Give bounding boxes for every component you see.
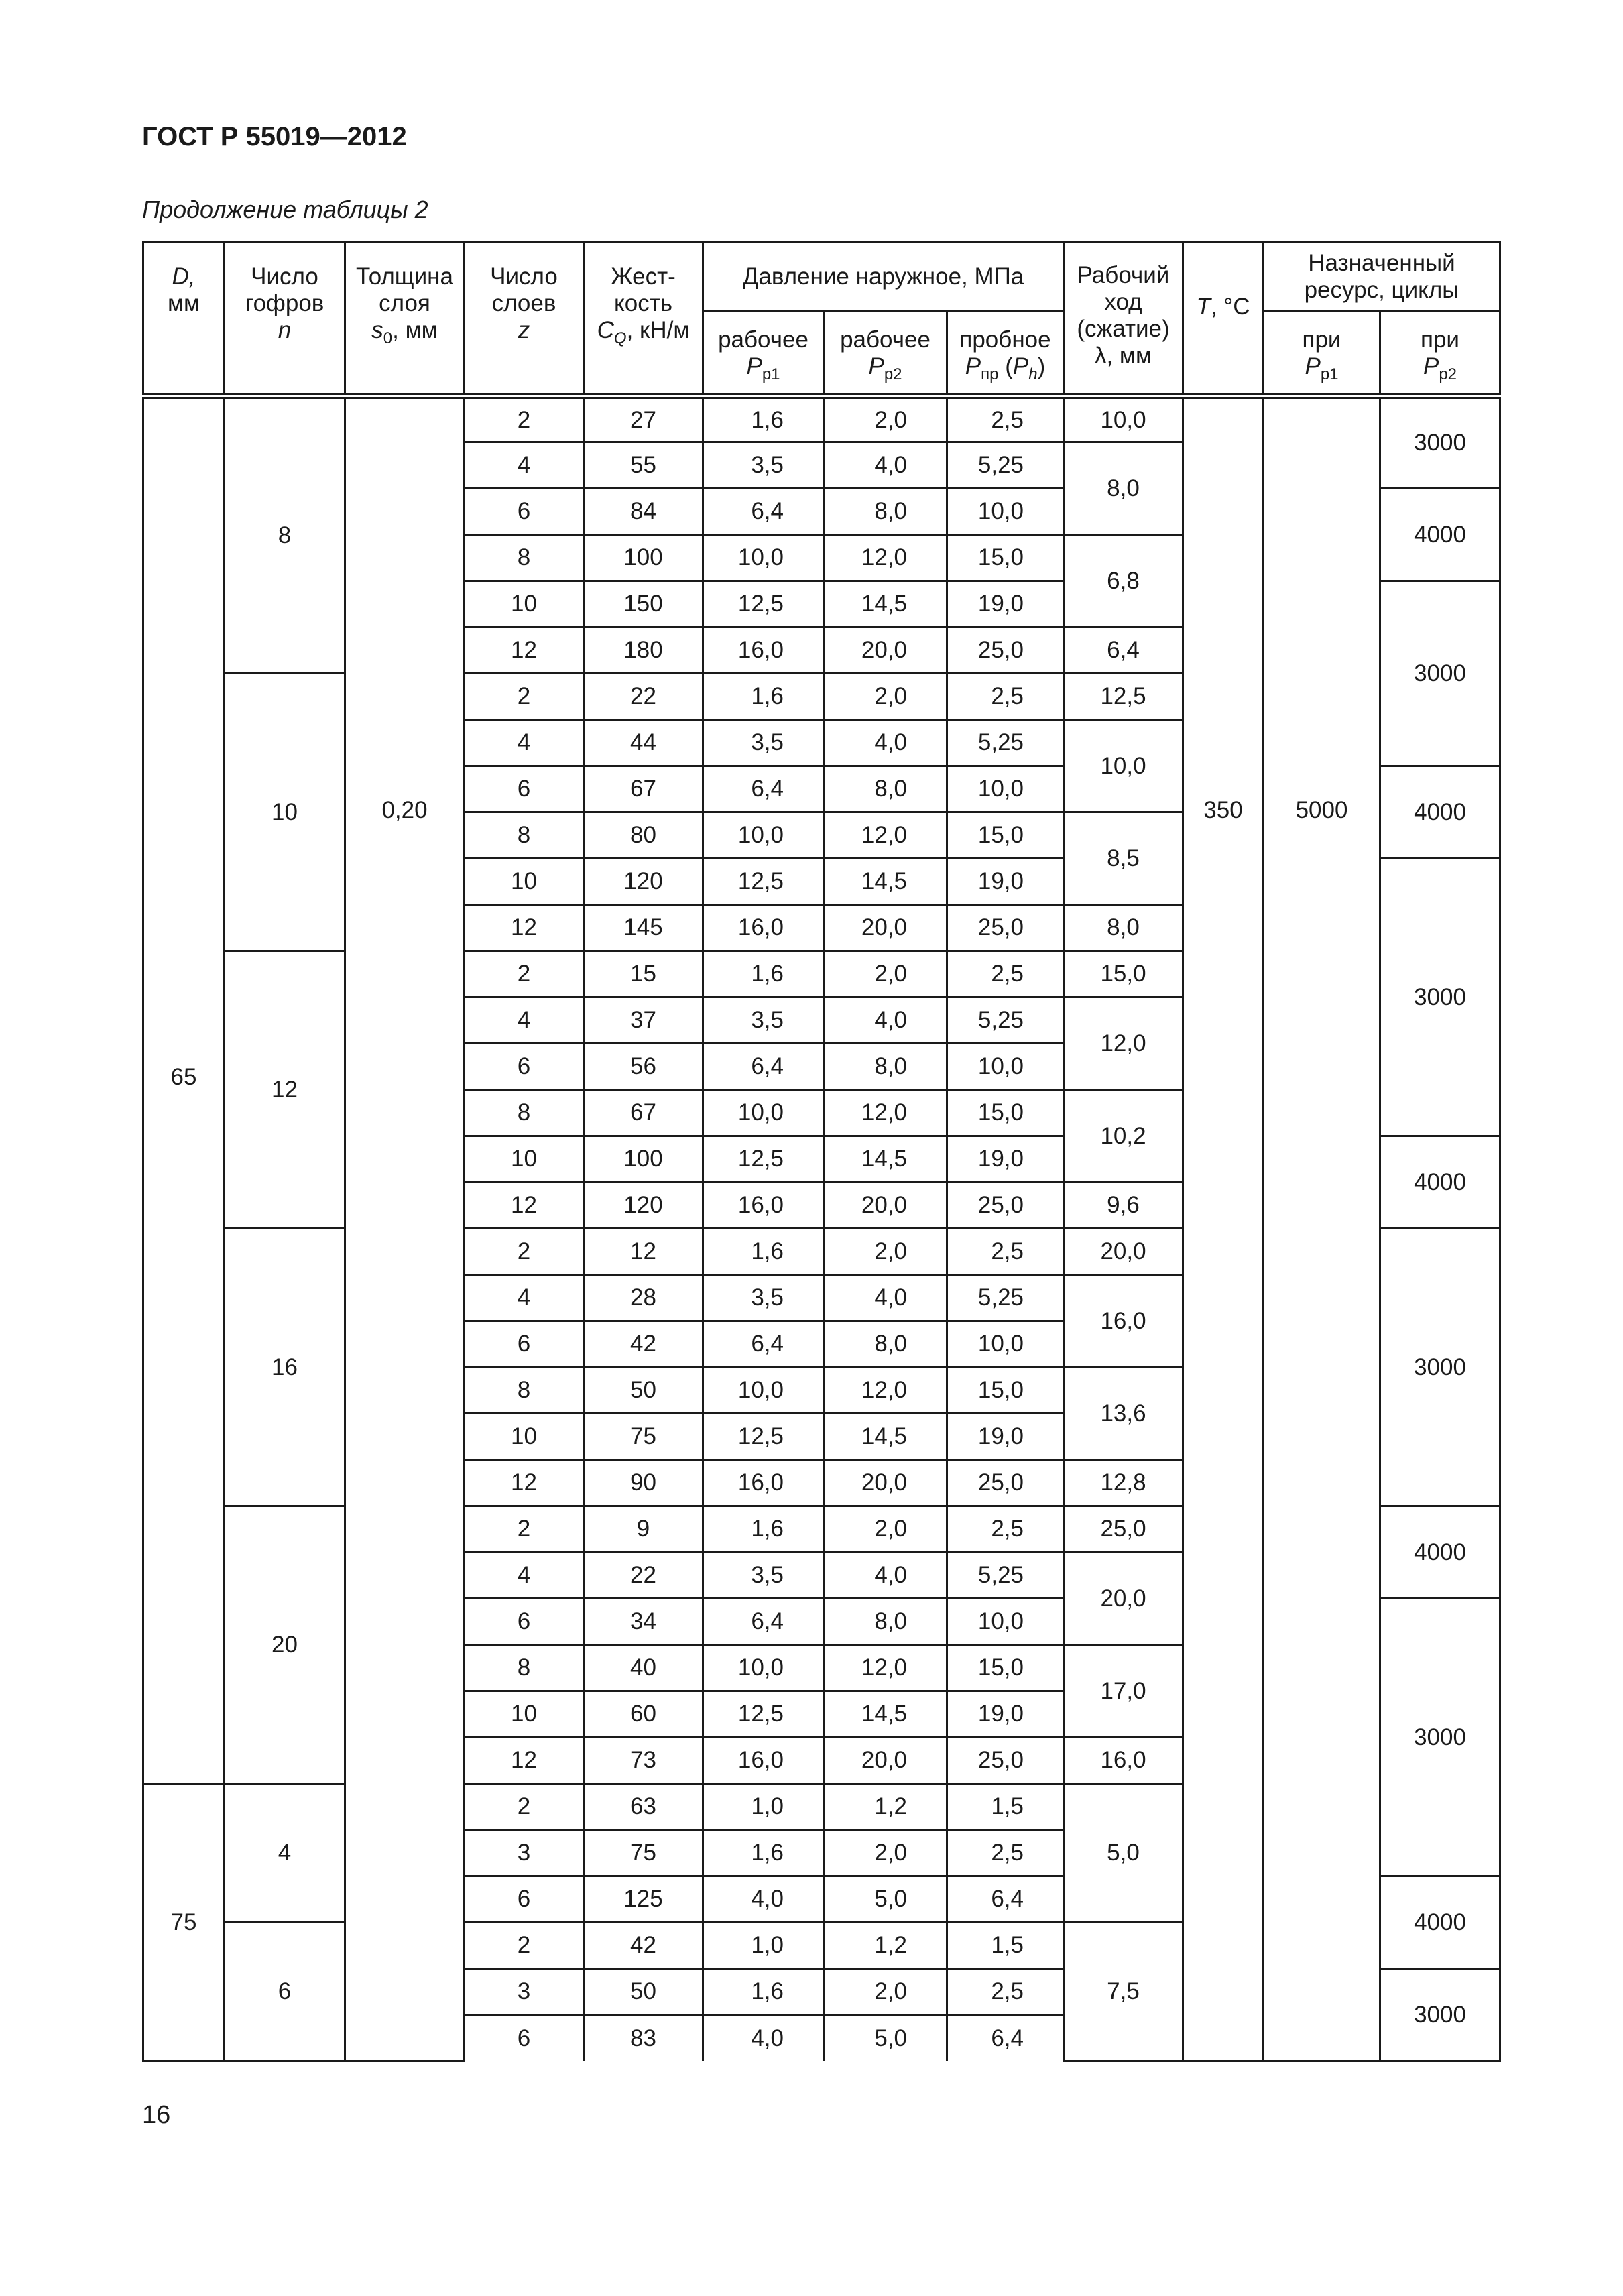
header-working-pressure-2: рабочее $P_{p2}$ [824,311,947,396]
cell-stiffness: 42 [584,1923,703,1969]
cell-test-pressure: 10,0 [947,1044,1064,1090]
cell-stiffness: 44 [584,720,703,766]
cell-test-pressure: 25,0 [947,1460,1064,1506]
cell-working-pressure-2: 4,0 [824,442,947,489]
cell-stiffness: 120 [584,859,703,905]
cell-stiffness: 50 [584,1368,703,1414]
cell-layers: 2 [465,1923,584,1969]
cell-working-pressure-1: 1,6 [703,951,824,998]
cell-test-pressure: 5,25 [947,998,1064,1044]
cell-test-pressure: 15,0 [947,1090,1064,1136]
cell-resource-p2: 3000 [1380,1229,1500,1506]
cell-layers: 8 [465,535,584,581]
header-layer-thickness: Толщина слоя $s_0$, мм [345,243,465,396]
cell-stiffness: 150 [584,581,703,627]
cell-test-pressure: 10,0 [947,1599,1064,1645]
cell-stroke: 5,0 [1064,1784,1183,1923]
cell-stroke: 12,8 [1064,1460,1183,1506]
cell-working-pressure-2: 12,0 [824,535,947,581]
cell-corrugations: 16 [225,1229,345,1506]
cell-test-pressure: 10,0 [947,766,1064,812]
cell-working-pressure-2: 14,5 [824,1414,947,1460]
table-body [143,396,1500,2061]
cell-working-pressure-2: 20,0 [824,905,947,951]
cell-stroke: 25,0 [1064,1506,1183,1553]
cell-layers: 8 [465,1368,584,1414]
cell-layers: 6 [465,1321,584,1368]
header-temperature: T, °C [1183,243,1264,396]
cell-working-pressure-1: 10,0 [703,535,824,581]
cell-working-pressure-2: 20,0 [824,1460,947,1506]
cell-layers: 12 [465,1738,584,1784]
cell-working-pressure-1: 1,0 [703,1784,824,1830]
cell-test-pressure: 1,5 [947,1784,1064,1830]
cell-test-pressure: 19,0 [947,581,1064,627]
cell-resource-p2: 3000 [1380,581,1500,766]
header-d: D, мм [143,243,225,396]
header-corrugations: Число гофров n [225,243,345,396]
cell-working-pressure-2: 4,0 [824,720,947,766]
cell-working-pressure-1: 10,0 [703,812,824,859]
cell-stiffness: 90 [584,1460,703,1506]
cell-working-pressure-1: 16,0 [703,905,824,951]
header-resource-group: Назначенный ресурс, циклы [1264,243,1500,311]
cell-working-pressure-2: 5,0 [824,1876,947,1923]
cell-working-pressure-2: 4,0 [824,998,947,1044]
document-title: ГОСТ Р 55019—2012 [142,122,407,152]
cell-layers: 8 [465,812,584,859]
cell-stiffness: 37 [584,998,703,1044]
cell-resource-p2: 4000 [1380,1876,1500,1969]
cell-stiffness: 180 [584,627,703,674]
cell-stiffness: 73 [584,1738,703,1784]
cell-stroke: 10,2 [1064,1090,1183,1183]
cell-corrugations: 20 [225,1506,345,1784]
cell-stiffness: 27 [584,396,703,442]
cell-corrugations: 8 [225,396,345,674]
cell-layers: 3 [465,1969,584,2015]
cell-stiffness: 100 [584,1136,703,1183]
cell-stroke: 6,4 [1064,627,1183,674]
cell-corrugations: 12 [225,951,345,1229]
header-resource-p2: при $P_{p2}$ [1380,311,1500,396]
cell-stiffness: 40 [584,1645,703,1691]
cell-stroke: 16,0 [1064,1275,1183,1368]
cell-stiffness: 28 [584,1275,703,1321]
cell-layers: 12 [465,905,584,951]
cell-stroke: 12,5 [1064,674,1183,720]
cell-stiffness: 125 [584,1876,703,1923]
cell-working-pressure-1: 3,5 [703,442,824,489]
cell-working-pressure-1: 12,5 [703,1691,824,1738]
cell-working-pressure-1: 1,6 [703,1506,824,1553]
cell-stroke: 16,0 [1064,1738,1183,1784]
cell-working-pressure-2: 20,0 [824,627,947,674]
page-number: 16 [142,2101,171,2129]
specification-table [142,241,1501,2062]
cell-stroke: 6,8 [1064,535,1183,627]
cell-working-pressure-2: 12,0 [824,1645,947,1691]
cell-working-pressure-2: 5,0 [824,2015,947,2061]
cell-diameter: 65 [143,396,225,1784]
table-row [143,396,1500,442]
cell-stiffness: 42 [584,1321,703,1368]
cell-resource-p2: 4000 [1380,766,1500,859]
cell-stroke: 20,0 [1064,1229,1183,1275]
cell-stiffness: 63 [584,1784,703,1830]
cell-resource-p2: 3000 [1380,1599,1500,1876]
cell-stroke: 15,0 [1064,951,1183,998]
cell-test-pressure: 15,0 [947,1645,1064,1691]
header-test-pressure: пробное $P_{пр}$ $(P_h)$ [947,311,1064,396]
cell-working-pressure-2: 2,0 [824,674,947,720]
cell-working-pressure-1: 3,5 [703,1553,824,1599]
header-stroke: Рабочий ход (сжатие) λ, мм [1064,243,1183,396]
cell-working-pressure-2: 2,0 [824,1506,947,1553]
cell-stroke: 17,0 [1064,1645,1183,1738]
header-working-pressure-1: рабочее $P_{p1}$ [703,311,824,396]
cell-test-pressure: 2,5 [947,674,1064,720]
cell-working-pressure-2: 14,5 [824,1136,947,1183]
cell-working-pressure-2: 12,0 [824,812,947,859]
cell-stroke: 10,0 [1064,720,1183,812]
cell-layers: 4 [465,998,584,1044]
cell-stroke: 9,6 [1064,1183,1183,1229]
header-pressure-group: Давление наружное, МПа [703,243,1064,311]
cell-stroke: 8,5 [1064,812,1183,905]
cell-working-pressure-2: 8,0 [824,1599,947,1645]
cell-working-pressure-1: 12,5 [703,1136,824,1183]
cell-test-pressure: 25,0 [947,1183,1064,1229]
cell-layers: 6 [465,766,584,812]
cell-stroke: 7,5 [1064,1923,1183,2061]
cell-layers: 12 [465,1460,584,1506]
cell-working-pressure-1: 10,0 [703,1645,824,1691]
cell-layers: 4 [465,1553,584,1599]
cell-layers: 8 [465,1645,584,1691]
cell-test-pressure: 5,25 [947,1553,1064,1599]
cell-corrugations: 4 [225,1784,345,1923]
cell-stroke: 20,0 [1064,1553,1183,1645]
cell-working-pressure-1: 3,5 [703,1275,824,1321]
cell-test-pressure: 6,4 [947,1876,1064,1923]
cell-test-pressure: 2,5 [947,1969,1064,2015]
cell-test-pressure: 19,0 [947,1136,1064,1183]
cell-layers: 10 [465,1136,584,1183]
cell-layers: 4 [465,720,584,766]
cell-working-pressure-1: 3,5 [703,998,824,1044]
cell-stiffness: 34 [584,1599,703,1645]
header-resource-p1: при $P_{p1}$ [1264,311,1380,396]
cell-layers: 6 [465,1599,584,1645]
cell-working-pressure-1: 10,0 [703,1368,824,1414]
cell-working-pressure-2: 2,0 [824,1830,947,1876]
cell-working-pressure-1: 16,0 [703,1738,824,1784]
cell-layers: 2 [465,674,584,720]
cell-working-pressure-1: 16,0 [703,1183,824,1229]
cell-layers: 8 [465,1090,584,1136]
cell-test-pressure: 5,25 [947,442,1064,489]
cell-layers: 12 [465,1183,584,1229]
cell-working-pressure-1: 1,6 [703,1229,824,1275]
cell-stiffness: 75 [584,1830,703,1876]
cell-working-pressure-1: 4,0 [703,1876,824,1923]
cell-working-pressure-1: 1,6 [703,396,824,442]
cell-test-pressure: 6,4 [947,2015,1064,2061]
cell-test-pressure: 15,0 [947,1368,1064,1414]
cell-layers: 12 [465,627,584,674]
cell-working-pressure-2: 2,0 [824,1229,947,1275]
cell-working-pressure-1: 1,6 [703,1969,824,2015]
cell-diameter: 75 [143,1784,225,2061]
cell-working-pressure-2: 8,0 [824,766,947,812]
cell-test-pressure: 10,0 [947,489,1064,535]
cell-working-pressure-1: 3,5 [703,720,824,766]
cell-working-pressure-2: 8,0 [824,1044,947,1090]
cell-resource-p2: 4000 [1380,1136,1500,1229]
cell-test-pressure: 25,0 [947,627,1064,674]
cell-stiffness: 120 [584,1183,703,1229]
cell-layers: 2 [465,1229,584,1275]
cell-layers: 6 [465,1876,584,1923]
cell-stroke: 12,0 [1064,998,1183,1090]
cell-corrugations: 10 [225,674,345,951]
cell-working-pressure-2: 20,0 [824,1738,947,1784]
cell-resource-p2: 3000 [1380,1969,1500,2061]
cell-stiffness: 9 [584,1506,703,1553]
cell-working-pressure-1: 12,5 [703,581,824,627]
cell-working-pressure-1: 1,0 [703,1923,824,1969]
cell-stiffness: 145 [584,905,703,951]
cell-layers: 4 [465,442,584,489]
cell-working-pressure-1: 6,4 [703,1599,824,1645]
cell-test-pressure: 10,0 [947,1321,1064,1368]
cell-layers: 6 [465,2015,584,2061]
cell-test-pressure: 15,0 [947,812,1064,859]
cell-working-pressure-2: 2,0 [824,951,947,998]
cell-layers: 10 [465,859,584,905]
cell-layers: 10 [465,1691,584,1738]
cell-working-pressure-1: 12,5 [703,1414,824,1460]
cell-working-pressure-1: 6,4 [703,766,824,812]
cell-working-pressure-2: 2,0 [824,1969,947,2015]
cell-stiffness: 84 [584,489,703,535]
cell-working-pressure-2: 14,5 [824,581,947,627]
cell-working-pressure-2: 8,0 [824,1321,947,1368]
cell-stiffness: 80 [584,812,703,859]
cell-working-pressure-1: 10,0 [703,1090,824,1136]
cell-test-pressure: 19,0 [947,1414,1064,1460]
cell-working-pressure-2: 4,0 [824,1553,947,1599]
cell-test-pressure: 2,5 [947,1229,1064,1275]
cell-layers: 2 [465,951,584,998]
cell-stiffness: 67 [584,766,703,812]
cell-test-pressure: 19,0 [947,1691,1064,1738]
cell-resource-p2: 4000 [1380,489,1500,581]
cell-stroke: 8,0 [1064,442,1183,535]
cell-working-pressure-2: 4,0 [824,1275,947,1321]
cell-working-pressure-2: 14,5 [824,859,947,905]
cell-stiffness: 50 [584,1969,703,2015]
cell-test-pressure: 2,5 [947,1506,1064,1553]
cell-working-pressure-1: 12,5 [703,859,824,905]
cell-stiffness: 22 [584,1553,703,1599]
cell-temperature: 350 [1183,396,1264,2061]
cell-test-pressure: 25,0 [947,1738,1064,1784]
cell-layers: 2 [465,396,584,442]
cell-working-pressure-1: 6,4 [703,1044,824,1090]
cell-stiffness: 83 [584,2015,703,2061]
cell-working-pressure-2: 1,2 [824,1923,947,1969]
cell-working-pressure-1: 6,4 [703,1321,824,1368]
cell-test-pressure: 25,0 [947,905,1064,951]
cell-layer-thickness: 0,20 [345,396,465,2061]
cell-layers: 10 [465,1414,584,1460]
cell-resource-p2: 3000 [1380,859,1500,1136]
cell-stiffness: 100 [584,535,703,581]
cell-working-pressure-1: 6,4 [703,489,824,535]
cell-stiffness: 15 [584,951,703,998]
cell-resource-p2: 3000 [1380,396,1500,489]
cell-working-pressure-1: 1,6 [703,1830,824,1876]
cell-working-pressure-2: 2,0 [824,396,947,442]
header-layers: Число слоев z [465,243,584,396]
cell-working-pressure-2: 20,0 [824,1183,947,1229]
cell-stiffness: 75 [584,1414,703,1460]
cell-working-pressure-1: 1,6 [703,674,824,720]
cell-layers: 10 [465,581,584,627]
cell-layers: 2 [465,1506,584,1553]
cell-layers: 3 [465,1830,584,1876]
cell-test-pressure: 19,0 [947,859,1064,905]
cell-test-pressure: 2,5 [947,396,1064,442]
cell-resource-p1: 5000 [1264,396,1380,2061]
cell-stroke: 8,0 [1064,905,1183,951]
cell-layers: 6 [465,489,584,535]
cell-stroke: 13,6 [1064,1368,1183,1460]
cell-working-pressure-1: 16,0 [703,627,824,674]
cell-resource-p2: 4000 [1380,1506,1500,1599]
cell-working-pressure-2: 12,0 [824,1368,947,1414]
cell-working-pressure-1: 16,0 [703,1460,824,1506]
cell-test-pressure: 15,0 [947,535,1064,581]
cell-stroke: 10,0 [1064,396,1183,442]
cell-working-pressure-2: 12,0 [824,1090,947,1136]
header-stiffness: Жест- кость $C_Q$, кН/м [584,243,703,396]
cell-layers: 4 [465,1275,584,1321]
cell-test-pressure: 1,5 [947,1923,1064,1969]
cell-test-pressure: 5,25 [947,1275,1064,1321]
cell-stiffness: 56 [584,1044,703,1090]
table-caption: Продолжение таблицы 2 [142,196,428,223]
cell-stiffness: 67 [584,1090,703,1136]
cell-test-pressure: 2,5 [947,1830,1064,1876]
cell-stiffness: 60 [584,1691,703,1738]
cell-stiffness: 12 [584,1229,703,1275]
cell-working-pressure-2: 14,5 [824,1691,947,1738]
cell-corrugations: 6 [225,1923,345,2061]
cell-test-pressure: 2,5 [947,951,1064,998]
cell-layers: 6 [465,1044,584,1090]
cell-layers: 2 [465,1784,584,1830]
cell-working-pressure-1: 4,0 [703,2015,824,2061]
cell-working-pressure-2: 1,2 [824,1784,947,1830]
cell-test-pressure: 5,25 [947,720,1064,766]
cell-stiffness: 22 [584,674,703,720]
cell-working-pressure-2: 8,0 [824,489,947,535]
cell-stiffness: 55 [584,442,703,489]
